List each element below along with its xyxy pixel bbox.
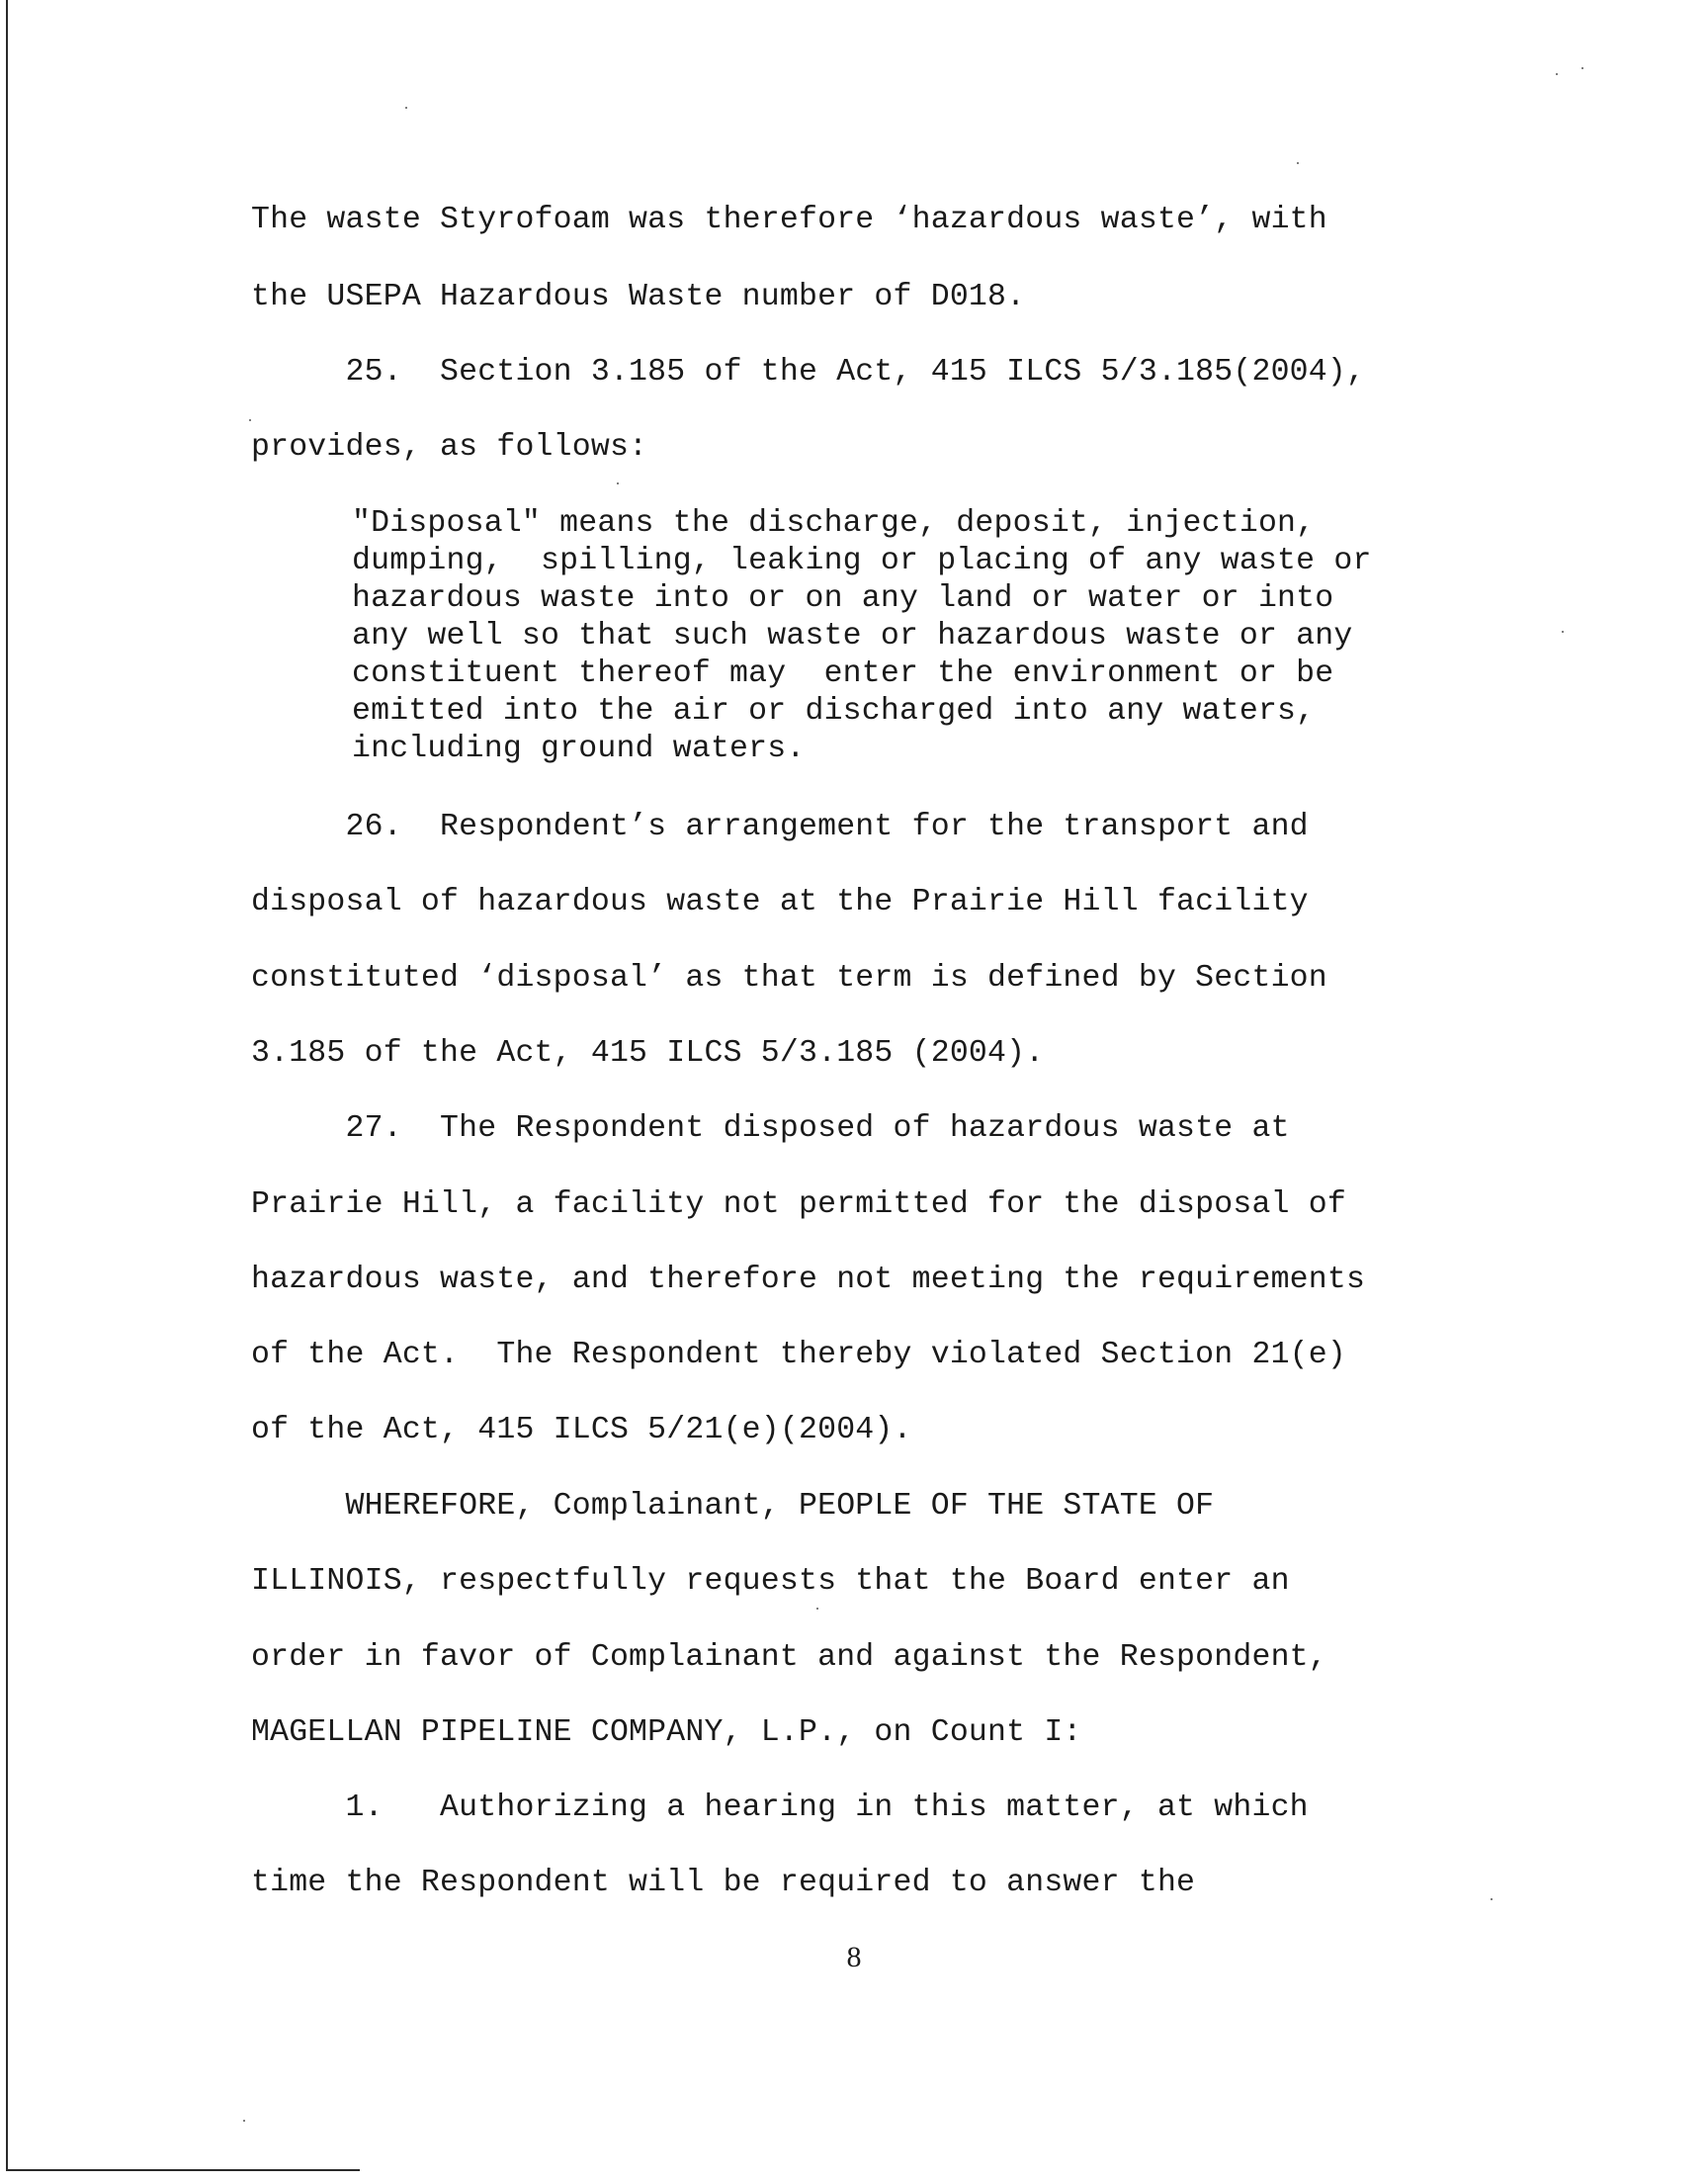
wherefore-line-1: WHEREFORE, Complainant, PEOPLE OF THE STATE OF <box>251 1489 1215 1524</box>
block-quote-line: emitted into the air or discharged into any waters, <box>352 694 1316 729</box>
scan-speck <box>1562 631 1564 633</box>
wherefore-line-3: order in favor of Complainant and against the Respondent, <box>251 1640 1327 1675</box>
block-quote-line: dumping, spilling, leaking or placing of any waste or <box>352 544 1372 578</box>
paragraph-25-line-2: provides, as follows: <box>251 430 648 465</box>
paragraph-26-line-3: constituted ‘disposal’ as that term is defined by Section <box>251 961 1327 996</box>
scan-speck <box>405 107 407 109</box>
paragraph-27-line-5: of the Act, 415 ILCS 5/21(e)(2004). <box>251 1413 912 1447</box>
wherefore-line-2: ILLINOIS, respectfully requests that the Board enter an <box>251 1564 1290 1599</box>
paragraph-27-line-1: 27. The Respondent disposed of hazardous waste at <box>251 1111 1290 1146</box>
paragraph-27-line-2: Prairie Hill, a facility not permitted for the disposal of <box>251 1187 1346 1222</box>
body-line-1: The waste Styrofoam was therefore ‘hazardous waste’, with <box>251 203 1327 237</box>
scan-speck <box>243 2120 245 2122</box>
page-edge-bottom <box>6 2169 360 2171</box>
paragraph-25-line-1: 25. Section 3.185 of the Act, 415 ILCS 5/3.185(2004), <box>251 355 1366 390</box>
scan-speck <box>816 1608 818 1610</box>
wherefore-line-4: MAGELLAN PIPELINE COMPANY, L.P., on Count I: <box>251 1715 1082 1750</box>
block-quote-line: including ground waters. <box>352 732 806 766</box>
block-quote-line: any well so that such waste or hazardous waste or any <box>352 619 1353 654</box>
scan-speck <box>249 419 251 421</box>
scan-speck <box>1556 73 1558 75</box>
body-line-2: the USEPA Hazardous Waste number of D018. <box>251 280 1026 314</box>
page-number: 8 <box>846 1941 862 1973</box>
relief-item-1-line-2: time the Respondent will be required to answer the <box>251 1866 1196 1900</box>
scan-speck <box>1491 1898 1493 1900</box>
paragraph-26-line-1: 26. Respondent’s arrangement for the transport and <box>251 810 1309 844</box>
block-quote-line: hazardous waste into or on any land or water or into <box>352 581 1334 616</box>
paragraph-27-line-4: of the Act. The Respondent thereby violated Section 21(e) <box>251 1338 1346 1372</box>
block-quote-line: constituent thereof may enter the environment or be <box>352 656 1334 691</box>
relief-item-1-line-1: 1. Authorizing a hearing in this matter, at which <box>251 1790 1309 1825</box>
paragraph-27-line-3: hazardous waste, and therefore not meeting the requirements <box>251 1263 1366 1297</box>
paragraph-26-line-2: disposal of hazardous waste at the Prairie Hill facility <box>251 885 1309 919</box>
scan-speck <box>617 482 619 484</box>
scan-speck <box>1297 162 1299 164</box>
scan-speck <box>1581 67 1583 69</box>
block-quote-line: "Disposal" means the discharge, deposit, injection, <box>352 506 1316 541</box>
paragraph-26-line-4: 3.185 of the Act, 415 ILCS 5/3.185 (2004). <box>251 1036 1045 1071</box>
page-edge-left <box>6 0 8 2169</box>
